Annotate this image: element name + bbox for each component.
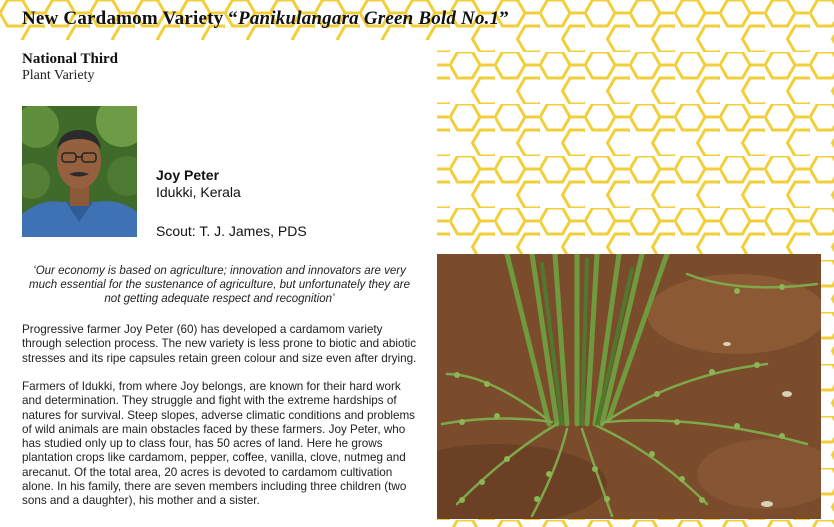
cardamom-plant-photo [437,254,821,519]
title-prefix: New Cardamom Variety “ [22,8,239,29]
person-name: Joy Peter [156,167,220,183]
person-location: Idukki, Kerala [156,184,241,200]
portrait-photo [22,106,137,237]
variety-name: Panikulangara Green Bold No.1 [238,8,500,29]
quote: ‘Our economy is based on agriculture; innovation and innovators are very much essential for the sustenance of agriculture, but unfortunately they are not getting adequate respect and recognition’ [29,265,410,305]
title-suffix: ” [499,8,509,29]
scout-credit: Scout: T. J. James, PDS [156,223,307,239]
page-title [22,8,509,30]
body-paragraph-2: Farmers of Idukki, from where Joy belongs, are known for their hard work and determination. They struggle and fight with the extreme hardships of natures for survival. Steep slopes, adverse climatic conditions and problems of wild animals are main obstacles faced by these farmers. Joy Peter, who has studied only up to class four, has 50 acres of land. Here he grows plantation crops like cardamom, pepper, coffee, vanilla, clove, nutmeg and arecanut. Of the total area, 20 acres is devoted to cardamom cultivation alone. In his family, there are seven members including three children (two sons and a daughter), his mother and a sister. [22,380,416,508]
award-category: Plant Variety [22,68,95,83]
body-paragraph-1: Progressive farmer Joy Peter (60) has developed a cardamom variety through selection process. The new variety is less prone to biotic and abiotic stresses and its ripe capsules retain green colour and size even after drying. [22,323,417,365]
award-rank: National Third [22,51,118,67]
